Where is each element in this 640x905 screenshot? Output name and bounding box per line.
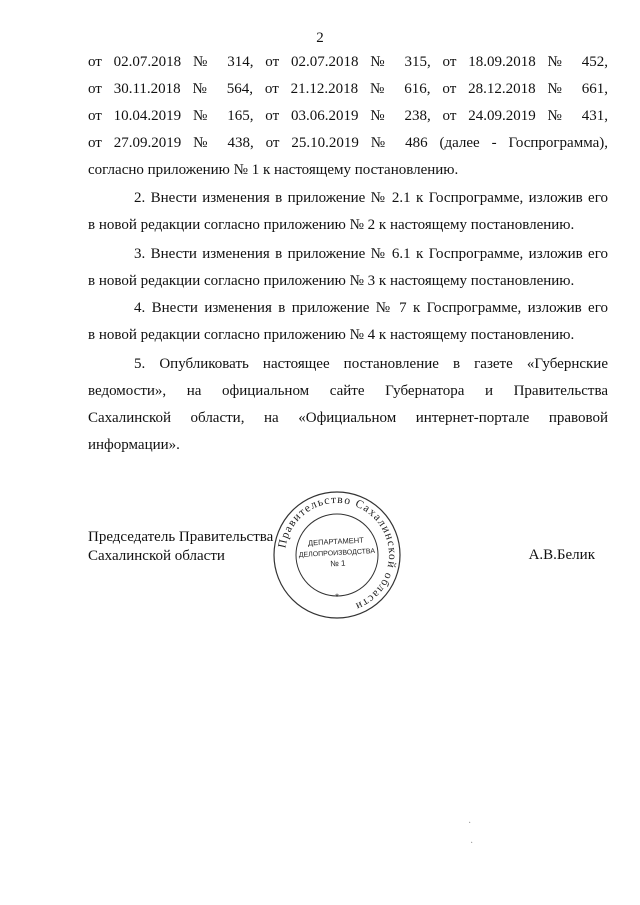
scan-dot: ·	[468, 818, 472, 829]
signatory-title-line: Сахалинской области	[88, 548, 225, 564]
item-2-line: 2. Внести изменения в приложение № 2.1 к Госпрограмме, изложив его	[134, 190, 608, 206]
text-line: от 10.04.2019 № 165, от 03.06.2019 № 238, от 24.09.2019 № 431,	[88, 108, 608, 124]
item-3-line: 3. Внести изменения в приложение № 6.1 к Госпрограмме, изложив его	[134, 246, 608, 262]
official-seal	[272, 490, 402, 620]
item-5-line: Сахалинской области, на «Официальном интернет-портале правовой	[88, 410, 608, 426]
seal-star: *	[335, 592, 339, 602]
text-line: от 30.11.2018 № 564, от 21.12.2018 № 616, от 28.12.2018 № 661,	[88, 81, 608, 97]
text-line: от 27.09.2019 № 438, от 25.10.2019 № 486 (далее - Госпрограмма),	[88, 135, 608, 151]
seal-line: № 1	[330, 558, 346, 569]
item-3-line: в новой редакции согласно приложению № 3 к настоящему постановлению.	[88, 273, 575, 289]
scan-dot: ·	[470, 838, 474, 849]
document-body	[88, 52, 608, 472]
seal-line: ДЕЛОПРОИЗВОДСТВА	[298, 548, 376, 559]
item-4-line: 4. Внести изменения в приложение № 7 к Госпрограмме, изложив его	[134, 300, 608, 316]
seal-line: ДЕПАРТАМЕНТ	[307, 535, 364, 548]
text-line: от 02.07.2018 № 314, от 02.07.2018 № 315, от 18.09.2018 № 452,	[88, 54, 608, 70]
page-number: 2	[316, 30, 324, 46]
signatory-title	[88, 528, 273, 566]
signatory-title-line: Председатель Правительства	[88, 529, 274, 545]
signatory-name: А.В.Белик	[528, 547, 595, 563]
item-2-line: в новой редакции согласно приложению № 2 к настоящему постановлению.	[88, 217, 575, 233]
item-5-line: 5. Опубликовать настоящее постановление в газете «Губернские	[134, 356, 608, 372]
item-4-line: в новой редакции согласно приложению № 4 к настоящему постановлению.	[88, 327, 575, 343]
seal-ring-text: Правительство Сахалинской области	[276, 493, 399, 613]
item-5-line: ведомости», на официальном сайте Губернатора и Правительства	[88, 383, 608, 399]
item-5-line: информации».	[88, 437, 180, 453]
text-line: согласно приложению № 1 к настоящему постановлению.	[88, 162, 459, 178]
